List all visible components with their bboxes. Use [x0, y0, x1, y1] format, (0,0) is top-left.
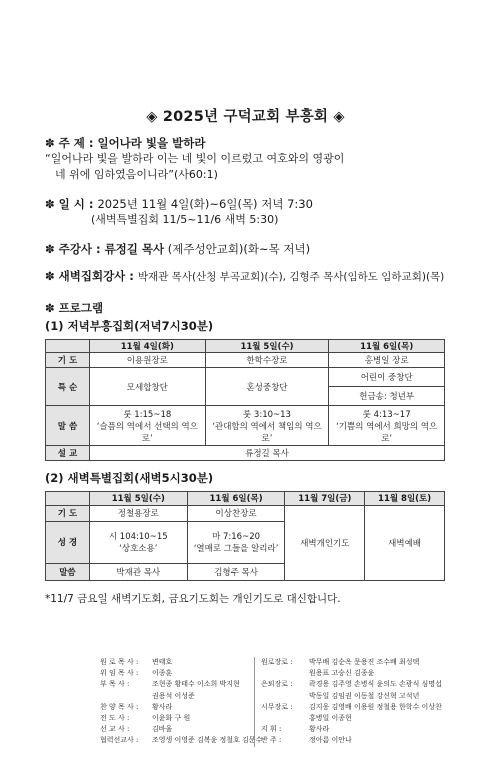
staff-role [261, 691, 309, 702]
dawn-header-row [46, 492, 445, 506]
evening-header-day3: 11월 6일(목) [329, 340, 445, 353]
staff-role [261, 668, 309, 679]
dawn-saturday-cell: 새벽예배 [365, 505, 445, 580]
notice-text: *11/7 금요일 새벽기도회, 금요기도회는 개인기도로 대신합니다. [45, 593, 341, 605]
evening-special-row1 [46, 368, 445, 387]
evening-table [45, 339, 445, 461]
staff-names: 조현종 황태수 이소희 박지현 [152, 680, 240, 689]
staff-role: 반 주 : [261, 736, 282, 745]
evening-offering-song: 헌금송: 청년부 [329, 387, 445, 406]
dawn-header-corner [46, 492, 90, 506]
evening-prayer-day3: 홍병일 장로 [329, 353, 445, 368]
staff-names: 황사라 [152, 702, 173, 711]
staff-row [261, 657, 434, 668]
staff-list-left [100, 657, 263, 747]
dawn-prayer-row [46, 505, 445, 521]
dawn-sermon-label: 말씀 [46, 564, 90, 581]
evening-sermon-row [46, 406, 445, 446]
staff-row [261, 668, 434, 679]
staff-names: 김바울 [152, 725, 173, 734]
speaker-label: ✽ 주강사 : [45, 242, 105, 256]
staff-row [261, 724, 434, 735]
dawn-speakers-section [45, 268, 485, 285]
sermon-ref: 룻 4:13~17 [362, 409, 411, 420]
staff-role: 시무장로 : [261, 702, 293, 711]
program-label: ✽ 프로그램 [45, 301, 104, 315]
page-title: ◈ 2025년 구덕교회 부흥회 ◈ [146, 109, 345, 125]
staff-row [261, 691, 434, 702]
staff-names: 권용석 이성준 [152, 691, 195, 700]
staff-names: 조영생 이영준 김복윤 정철호 김문수 [152, 736, 263, 745]
evening-special-label: 특 순 [46, 368, 90, 406]
evening-special-day2: 혼성중창단 [205, 368, 329, 406]
dawn-speakers-value: 박재관 목사(산청 부곡교회)(수), 김형주 목사(임하도 임하교회)(목) [137, 271, 445, 283]
theme-verse-line2: 네 위에 임하였음이니라”(사60:1) [55, 168, 218, 181]
staff-row [100, 702, 245, 713]
reading-ref: 마 7:16~20 [212, 532, 261, 543]
staff-row [100, 713, 245, 724]
evening-sermon-day1 [90, 406, 206, 446]
staff-row [261, 713, 434, 724]
evening-header-day2: 11월 5일(수) [205, 340, 329, 353]
dawn-title: (2) 새벽특별집회(새벽5시30분) [45, 471, 214, 485]
speaker-heading [45, 241, 465, 257]
evening-sermon-day2 [205, 406, 329, 446]
speaker-value: 류정길 목사 [104, 242, 165, 256]
dawn-friday-cell: 새벽개인기도 [285, 505, 365, 580]
staff-list-right [254, 657, 442, 747]
reading-ref: 시 104:10~15 [108, 532, 168, 543]
staff-row [261, 702, 442, 713]
evening-header-row [46, 340, 445, 353]
dawn-header-day3: 11월 7일(금) [285, 492, 365, 506]
theme-heading [45, 135, 465, 151]
staff-role: 전 도 사 : [100, 714, 130, 723]
evening-title: (1) 저녁부흥집회(저녁7시30분) [45, 319, 214, 333]
staff-role: 협력선교사 : [100, 736, 139, 745]
schedule-value: 2025년 11월 4일(화)~6일(목) 저녁 7:30 [97, 197, 313, 211]
evening-prayer-day1: 이용원장로 [90, 353, 206, 368]
staff-role: 원로장로 : [261, 658, 293, 666]
staff-names: 김지웅 김영배 이용원 정철용 한학수 이상찬 [309, 702, 442, 711]
dawn-sermon-day1: 박재관 목사 [89, 564, 187, 581]
evening-header-corner [46, 340, 90, 353]
dawn-speakers-heading [45, 268, 485, 285]
evening-prayer-day2: 한학수장로 [205, 353, 329, 368]
dawn-prayer-day1: 정철용장로 [89, 505, 187, 521]
staff-role: 위 임 목 사 : [100, 669, 139, 678]
sermon-title: ‘기쁨의 역에서 희망의 역으로’ [336, 421, 438, 444]
program-section [45, 300, 465, 316]
staff-role [261, 713, 309, 724]
theme-value: 일어나라 빛을 발하라 [97, 136, 206, 150]
staff-role: 지 휘 : [261, 725, 282, 734]
sermon-ref: 룻 3:10~13 [243, 409, 291, 420]
evening-prayer-label: 기 도 [46, 353, 90, 368]
dawn-table [45, 491, 445, 581]
speaker-section [45, 241, 465, 257]
dawn-reading-label: 성 경 [46, 521, 90, 563]
staff-names: 변태호 [152, 658, 173, 666]
staff-row [100, 657, 245, 668]
evening-sermon-day3 [329, 406, 445, 446]
staff-role: 부 목 사 : [100, 680, 130, 689]
dawn-reading-day1 [89, 521, 187, 563]
theme-label: ✽ 주 제 : [45, 136, 98, 150]
reading-title: ‘열매로 그들을 알리라’ [193, 544, 279, 555]
staff-role: 원 로 목 사 : [100, 658, 139, 666]
speaker-detail: (제주성안교회)(화~목 저녁) [164, 242, 311, 256]
staff-names: 이종훈 [152, 669, 173, 678]
staff-names: 황사라 [309, 725, 330, 734]
staff-role [100, 691, 152, 702]
staff-role: 찬 양 목 사 : [100, 702, 139, 711]
staff-role: 선 교 사 : [100, 725, 130, 734]
evening-preacher-row [46, 446, 445, 461]
theme-verse-line1: “일어나라 빛을 발하라 이는 네 빛이 이르렀고 여호와의 영광이 [45, 152, 345, 165]
dawn-header-day1: 11월 5일(수) [89, 492, 187, 506]
evening-prayer-row [46, 353, 445, 368]
schedule-heading [45, 196, 465, 212]
evening-sermon-label: 말 씀 [46, 406, 90, 446]
schedule-dawn: (새벽특별집회 11/5~11/6 새벽 5:30) [91, 213, 279, 226]
staff-row [100, 735, 263, 746]
evening-special-day3: 어린이 중창단 [329, 368, 445, 387]
staff-row [100, 724, 245, 735]
staff-row [261, 735, 434, 746]
dawn-sermon-day2: 김형주 목사 [187, 564, 285, 581]
staff-names: 이윤화 구 원 [152, 714, 191, 723]
staff-row [100, 668, 245, 679]
staff-names: 원용표 고승신 김종윤 [309, 669, 375, 678]
dawn-header-day4: 11월 8일(토) [365, 492, 445, 506]
dawn-header-day2: 11월 6일(목) [187, 492, 285, 506]
reading-title: ‘상호소용’ [119, 544, 158, 555]
schedule-section [45, 196, 465, 228]
staff-names: 박동일 김임권 이동철 강신혁 고석년 [309, 691, 420, 700]
staff-names: 박무배 김순옥 문용진 조수배 최성택 [309, 658, 420, 666]
staff-names: 홍병일 이종현 [309, 714, 352, 723]
staff-row [100, 691, 245, 702]
evening-preacher-value: 류정길 목사 [90, 446, 445, 461]
evening-header-day1: 11월 4일(화) [90, 340, 206, 353]
dawn-prayer-label: 기 도 [46, 505, 90, 521]
staff-row [261, 679, 442, 690]
staff-names: 곽경용 김주영 손병식 윤의도 손광식 심명섭 [309, 680, 442, 689]
sermon-title: ‘슬픔의 역에서 선택의 역으로’ [96, 421, 198, 444]
staff-names: 정아름 이안나 [309, 736, 352, 745]
theme-section [45, 135, 465, 183]
sermon-ref: 룻 1:15~18 [123, 409, 172, 420]
staff-row [100, 679, 245, 690]
dawn-reading-day2 [187, 521, 285, 563]
staff-role: 은퇴장로 : [261, 680, 293, 689]
evening-special-day1: 모세합창단 [90, 368, 206, 406]
sermon-title: ‘관대함의 역에서 책임의 역으로’ [212, 421, 322, 444]
dawn-prayer-day2: 이상찬장로 [187, 505, 285, 521]
schedule-label: ✽ 일 시 : [45, 197, 98, 211]
dawn-speakers-label: ✽ 새벽집회강사 : [45, 269, 138, 283]
evening-preacher-label: 설 교 [46, 446, 90, 461]
